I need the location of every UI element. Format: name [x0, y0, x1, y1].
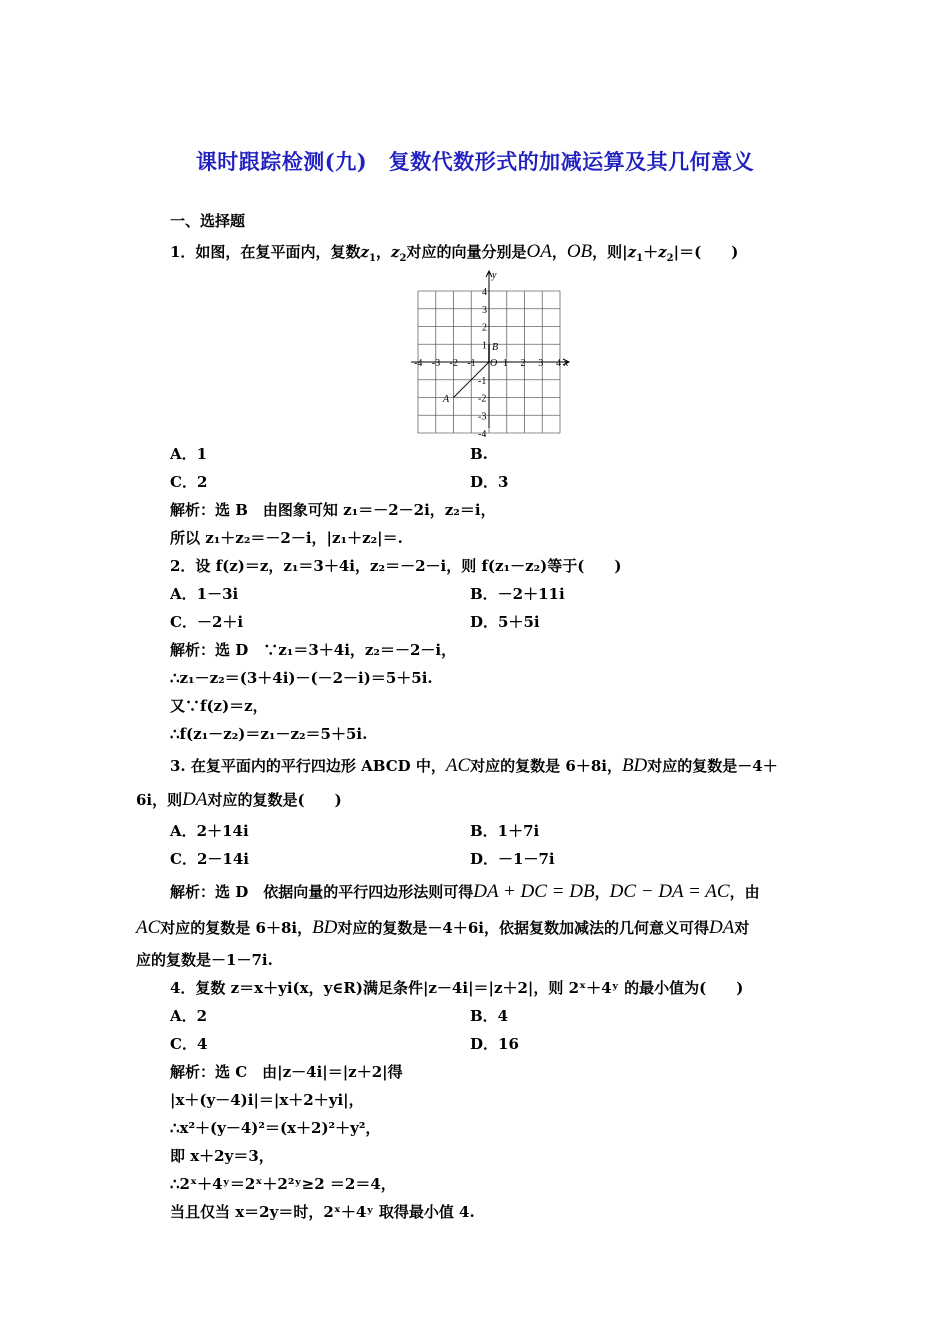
page-title: 课时跟踪检测(九) 复数代数形式的加减运算及其几何意义 — [195, 149, 755, 174]
y-tick-label: -1 — [478, 375, 487, 387]
q2-option-d: D．5＋5i — [470, 613, 540, 631]
q4-solution-2: |x＋(y－4)i|＝|x＋2＋yi|， — [170, 1091, 364, 1109]
y-tick-label: -3 — [478, 411, 487, 423]
question-1-stem: 1．如图，在复平面内，复数$z_1$，$z_2$对应的向量分别是OA，OB，则$|z_1+z_2|=$( ) — [170, 241, 739, 264]
y-tick-label: 2 — [482, 322, 487, 334]
q4-solution-3: ∴x²＋(y－4)²＝(x＋2)²＋y²， — [170, 1119, 381, 1137]
q3-solution-line1: 解析：选 D 依据向量的平行四边形法则可得DA + DC = DB，DC − DA = AC，由 — [170, 881, 760, 902]
y-tick-label: 3 — [482, 304, 487, 316]
q4-option-b: B．4 — [470, 1007, 509, 1025]
q2-option-c: C．－2＋i — [170, 613, 244, 631]
q1-solution-2: 所以 z₁＋z₂＝－2－i，|z₁＋z₂|＝. — [170, 529, 403, 547]
q4-solution-4: 即 x＋2y＝3， — [170, 1147, 274, 1165]
x-tick-label: 2 — [520, 358, 526, 369]
complex-plane-graph — [405, 268, 580, 438]
q4-option-c: C．4 — [170, 1035, 208, 1053]
x-tick-label: -4 — [414, 358, 423, 369]
q2-option-a: A．1－3i — [170, 585, 239, 603]
axes — [411, 271, 569, 428]
q3-option-c: C．2－14i — [170, 850, 249, 868]
q2-solution-3: 又∵f(z)＝z， — [170, 697, 268, 715]
x-tick-label: 1 — [502, 358, 508, 369]
q3-option-a: A．2＋14i — [170, 822, 249, 840]
q3-solution-line3: 应的复数是－1－7i. — [136, 951, 273, 969]
q4-solution-1: 解析：选 C 由|z－4i|＝|z＋2|得 — [170, 1063, 403, 1081]
x-tick-label: 3 — [538, 358, 544, 369]
q4-option-d: D．16 — [470, 1035, 519, 1053]
axis-x-label: x — [564, 358, 569, 369]
x-tick-label: -3 — [431, 358, 441, 369]
q1-option-b: B. — [470, 445, 488, 463]
q4-solution-5: ∴2ˣ＋4ʸ＝2ˣ＋2²ʸ≥2 ＝2＝4， — [170, 1175, 396, 1193]
point-b-label: B — [492, 342, 499, 353]
x-tick-label: -2 — [449, 358, 458, 369]
vector-ac: AC — [445, 755, 471, 776]
equation-2: DC − DA = AC — [609, 881, 730, 902]
point-a-label: A — [443, 394, 450, 405]
q2-solution-1: 解析：选 D ∵z₁＝3＋4i，z₂＝－2－i， — [170, 641, 457, 659]
y-tick-label: -4 — [478, 429, 487, 438]
x-tick-label: 4 — [556, 358, 561, 369]
q2-solution-4: ∴f(z₁－z₂)＝z₁－z₂＝5＋5i. — [170, 725, 368, 743]
equation-1: DA + DC = DB — [473, 881, 595, 902]
q1-option-c: C．2 — [170, 473, 208, 491]
vector-ob: OB — [566, 241, 593, 262]
y-tick-label: 4 — [482, 287, 487, 298]
y-tick-label: 1 — [482, 340, 487, 352]
question-4-stem: 4．复数 z＝x＋yi(x，y∈R)满足条件|z－4i|＝|z＋2|，则 2ˣ＋4ʸ 的最小值为( ) — [170, 979, 744, 997]
q3-option-b: B．1＋7i — [470, 822, 540, 840]
question-3-stem-line2: 6i，则DA对应的复数是( ) — [136, 789, 342, 810]
x-tick-label: -1 — [467, 358, 476, 369]
section-heading: 一、选择题 — [170, 212, 246, 230]
vector-da: DA — [182, 789, 208, 810]
q4-solution-6: 当且仅当 x＝2y＝时，2ˣ＋4ʸ 取得最小值 4. — [170, 1203, 475, 1221]
question-3-stem-line1: 3. 在复平面内的平行四边形 ABCD 中，AC对应的复数是 6＋8i，BD对应的复数是－4＋ — [170, 755, 778, 776]
question-2-stem: 2．设 f(z)＝z，z₁＝3＋4i，z₂＝－2－i，则 f(z₁－z₂)等于( ) — [170, 557, 622, 575]
axis-y-label: y — [492, 270, 497, 281]
q1-option-a: A．1 — [170, 445, 208, 463]
q3-solution-line2: AC对应的复数是 6＋8i，BD对应的复数是－4＋6i，依据复数加减法的几何意义可得DA对 — [136, 917, 750, 938]
q2-option-b: B．－2＋11i — [470, 585, 565, 603]
origin-label: O — [490, 358, 498, 369]
q2-solution-2: ∴z₁－z₂＝(3＋4i)－(－2－i)＝5＋5i. — [170, 669, 433, 687]
vector-bd: BD — [621, 755, 648, 776]
q3-option-d: D．－1－7i — [470, 850, 555, 868]
q4-option-a: A．2 — [170, 1007, 208, 1025]
vector-oa: OA — [526, 241, 552, 262]
y-tick-label: -2 — [478, 393, 487, 405]
q1-option-d: D．3 — [470, 473, 509, 491]
q1-solution-1: 解析：选 B 由图象可知 z₁＝－2－2i，z₂＝i， — [170, 501, 496, 519]
